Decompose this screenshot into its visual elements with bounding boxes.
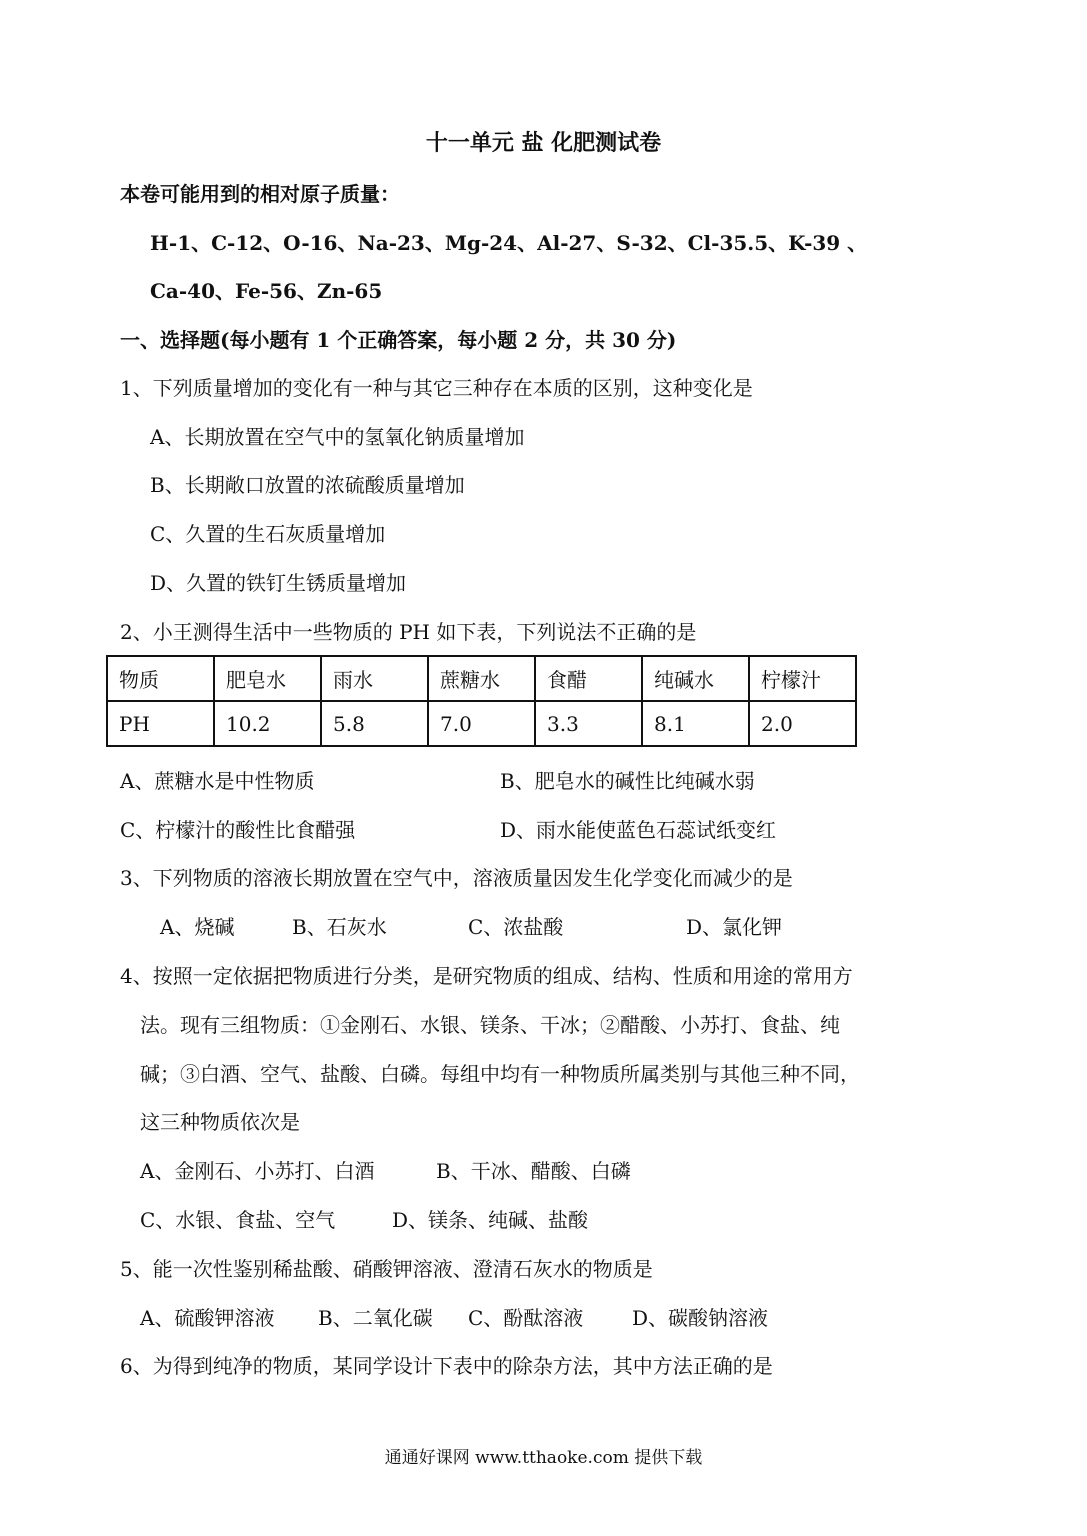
question-5-option-d: D、碳酸钠溶液	[632, 1306, 769, 1330]
question-4-stem-line-3: 碱；③白酒、空气、盐酸、白磷。每组中均有一种物质所属类别与其他三种不同，	[140, 1062, 860, 1086]
ph-table-value-row	[107, 701, 856, 746]
atomic-mass-line-2: Ca-40、Fe-56、Zn-65	[150, 279, 383, 303]
ph-table-cell: 7.0	[428, 701, 535, 746]
question-1-option-b: B、长期敞口放置的浓硫酸质量增加	[150, 473, 465, 497]
question-4-stem-line-2: 法。现有三组物质：①金刚石、水银、镁条、干冰；②醋酸、小苏打、食盐、纯	[140, 1013, 840, 1037]
question-3-option-c: C、浓盐酸	[468, 915, 564, 939]
section-heading: 一、选择题(每小题有 1 个正确答案，每小题 2 分，共 30 分)	[120, 328, 677, 352]
page-footer: 通通好课网 www.tthaoke.com 提供下载	[384, 1448, 703, 1468]
atomic-mass-line-1: H-1、C-12、O-16、Na-23、Mg-24、Al-27、S-32、Cl-35.5、K-39 、	[150, 231, 868, 255]
question-4-option-b: B、干冰、醋酸、白磷	[436, 1159, 631, 1183]
ph-table-cell: 纯碱水	[642, 656, 749, 701]
page-title: 十一单元 盐 化肥测试卷	[425, 130, 662, 156]
question-1-option-d: D、久置的铁钉生锈质量增加	[150, 571, 407, 595]
question-3-option-d: D、氯化钾	[686, 915, 783, 939]
ph-table	[106, 655, 857, 747]
question-1-stem: 1、下列质量增加的变化有一种与其它三种存在本质的区别，这种变化是	[120, 376, 753, 400]
ph-table-cell: 10.2	[214, 701, 321, 746]
question-5-stem: 5、能一次性鉴别稀盐酸、硝酸钾溶液、澄清石灰水的物质是	[120, 1257, 653, 1281]
question-2-stem: 2、小王测得生活中一些物质的 PH 如下表，下列说法不正确的是	[120, 620, 697, 644]
ph-table-cell: 柠檬汁	[749, 656, 856, 701]
question-4-stem-line-1: 4、按照一定依据把物质进行分类，是研究物质的组成、结构、性质和用途的常用方	[120, 964, 853, 988]
question-1-option-a: A、长期放置在空气中的氢氧化钠质量增加	[150, 425, 525, 449]
ph-table-cell: 8.1	[642, 701, 749, 746]
question-3-option-b: B、石灰水	[292, 915, 387, 939]
ph-table-cell: 2.0	[749, 701, 856, 746]
ph-table-cell: 物质	[107, 656, 214, 701]
question-2-option-a: A、蔗糖水是中性物质	[120, 769, 315, 793]
ph-table-cell: 肥皂水	[214, 656, 321, 701]
question-5-option-a: A、硫酸钾溶液	[140, 1306, 275, 1330]
ph-table-cell: 食醋	[535, 656, 642, 701]
ph-table-cell: 5.8	[321, 701, 428, 746]
question-2-option-b: B、肥皂水的碱性比纯碱水弱	[500, 769, 755, 793]
ph-table-header-row	[107, 656, 856, 701]
question-3-option-a: A、烧碱	[160, 915, 235, 939]
question-5-option-c: C、酚酞溶液	[468, 1306, 584, 1330]
question-3-stem: 3、下列物质的溶液长期放置在空气中，溶液质量因发生化学变化而减少的是	[120, 866, 793, 890]
question-4-option-a: A、金刚石、小苏打、白酒	[140, 1159, 375, 1183]
question-5-option-b: B、二氧化碳	[318, 1306, 433, 1330]
question-4-option-c: C、水银、食盐、空气	[140, 1208, 336, 1232]
question-2-option-d: D、雨水能使蓝色石蕊试纸变红	[500, 818, 777, 842]
question-4-option-d: D、镁条、纯碱、盐酸	[392, 1208, 589, 1232]
question-4-stem-line-4: 这三种物质依次是	[140, 1110, 300, 1134]
ph-table-cell: 雨水	[321, 656, 428, 701]
ph-table-cell: 蔗糖水	[428, 656, 535, 701]
ph-table-cell: 3.3	[535, 701, 642, 746]
question-6-stem: 6、为得到纯净的物质，某同学设计下表中的除杂方法，其中方法正确的是	[120, 1354, 773, 1378]
atomic-mass-heading: 本卷可能用到的相对原子质量：	[120, 182, 400, 206]
question-1-option-c: C、久置的生石灰质量增加	[150, 522, 386, 546]
question-2-option-c: C、柠檬汁的酸性比食醋强	[120, 818, 356, 842]
ph-table-cell: PH	[107, 701, 214, 746]
